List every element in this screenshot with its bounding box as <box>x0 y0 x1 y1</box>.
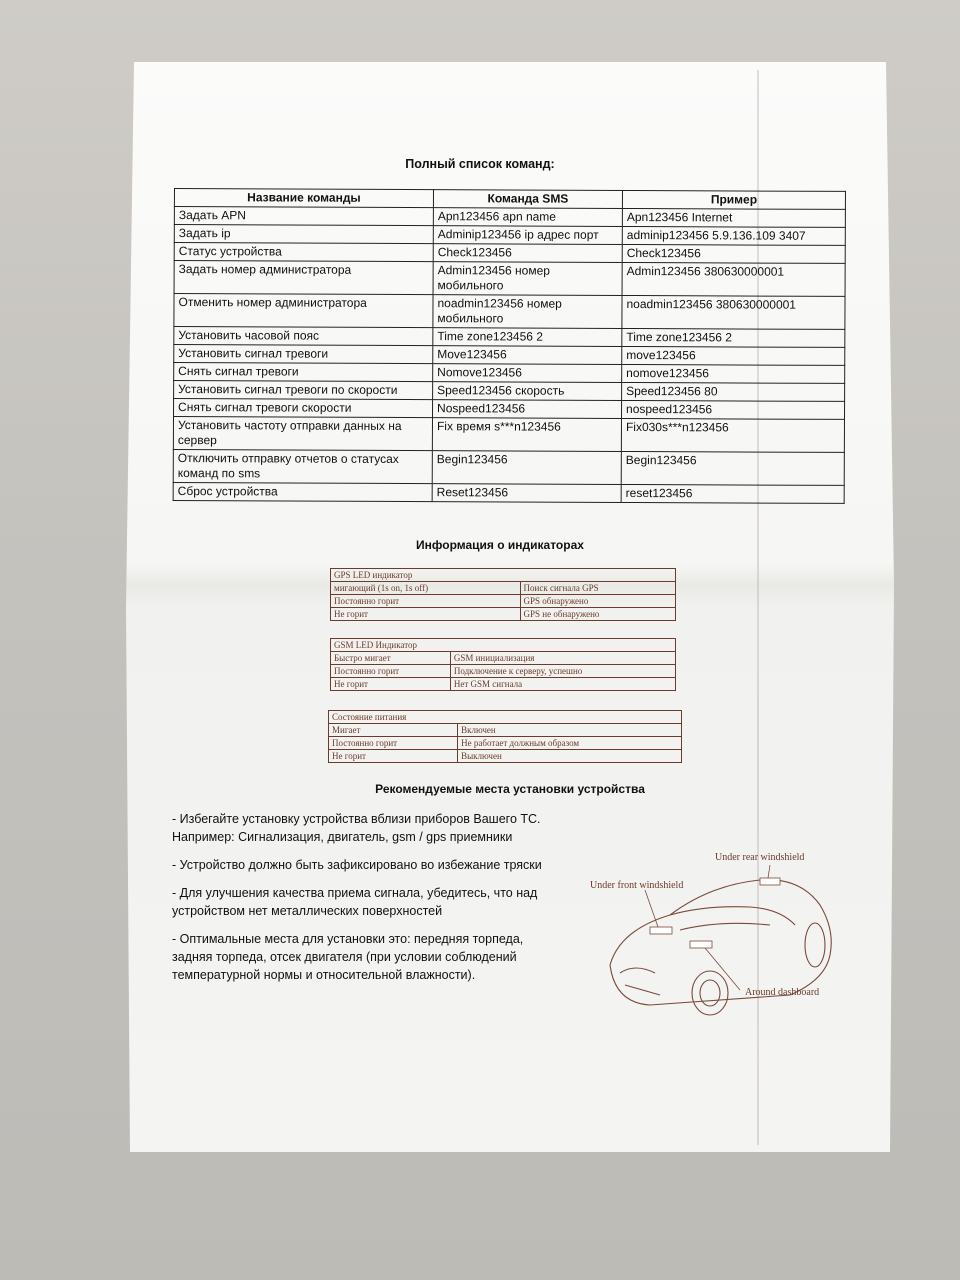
command-example-cell: Admin123456 380630000001 <box>622 262 845 296</box>
gps-led-header: GPS LED индикатор <box>331 569 676 582</box>
command-example-cell: Time zone123456 2 <box>622 328 845 347</box>
table-row <box>173 482 844 503</box>
led-meaning: Не работает должным образом <box>458 737 682 750</box>
command-sms-cell: Check123456 <box>433 244 622 263</box>
bullet-item: - Устройство должно быть зафиксировано во избежание тряски <box>172 858 542 872</box>
command-example-cell: reset123456 <box>621 484 844 503</box>
command-name-cell: Задать ip <box>174 225 433 244</box>
device-front-icon <box>650 927 672 934</box>
command-sms-cell: Move123456 <box>433 346 622 365</box>
led-meaning: Нет GSM сигнала <box>450 678 675 691</box>
command-example-cell: Apn123456 Internet <box>622 208 845 227</box>
command-sms-cell: Speed123456 скорость <box>433 382 622 401</box>
led-state: Постоянно горит <box>329 737 458 750</box>
command-name-cell: Снять сигнал тревоги скорости <box>174 399 433 418</box>
table-row <box>329 724 682 737</box>
command-example-cell: Speed123456 80 <box>622 382 845 401</box>
command-sms-cell: Fix время s***n123456 <box>432 418 621 452</box>
install-title: Рекомендуемые места установки устройства <box>375 782 645 796</box>
table-row <box>331 608 676 621</box>
command-sms-cell: Begin123456 <box>432 451 621 485</box>
command-example-cell: Check123456 <box>622 244 845 263</box>
command-sms-cell: Nospeed123456 <box>433 400 622 419</box>
document-title: Полный список команд: <box>405 157 555 171</box>
device-rear-icon <box>760 878 780 885</box>
device-dash-icon <box>690 941 712 948</box>
header-name: Название команды <box>174 189 433 208</box>
command-example-cell: Fix030s***n123456 <box>621 418 844 452</box>
command-sms-cell: Admin123456 номер мобильного <box>433 262 622 296</box>
bullet-item: - Для улучшения качества приема сигнала, убедитесь, что над устройством нет металлических поверхностей <box>172 886 538 918</box>
table-row <box>173 449 844 485</box>
led-meaning: GPS обнаружено <box>520 595 675 608</box>
command-example-cell: nospeed123456 <box>621 400 844 419</box>
header-sms: Команда SMS <box>433 190 622 209</box>
bullet-item: - Оптимальные места для установки это: передняя торпеда, задняя торпеда, отсек двигателя (при условии соблюдений температурной нормы и относительной влажности). <box>172 932 524 982</box>
command-example-cell: adminip123456 5.9.136.109 3407 <box>622 226 845 245</box>
command-name-cell: Сброс устройства <box>173 482 432 501</box>
command-sms-cell: Time zone123456 2 <box>433 328 622 347</box>
table-row <box>331 582 676 595</box>
table-row <box>173 417 844 453</box>
led-state: Постоянно горит <box>331 595 521 608</box>
label-dashboard: Around dashboard <box>745 987 820 998</box>
led-state: мигающий (1s on, 1s off) <box>331 582 521 595</box>
command-sms-cell: Adminip123456 ip адрес порт <box>433 226 622 245</box>
bullet-item: - Избегайте установку устройства вблизи приборов Вашего ТС. Например: Сигнализация, двигатель, gsm / gps приемники <box>172 812 541 844</box>
car-install-diagram <box>590 845 850 1035</box>
command-name-cell: Установить сигнал тревоги по скорости <box>174 381 433 400</box>
table-row <box>331 652 676 665</box>
led-meaning: Подключение к серверу, успешно <box>450 665 675 678</box>
label-front-windshield: Under front windshield <box>590 880 684 891</box>
table-row <box>329 750 682 763</box>
command-name-cell: Снять сигнал тревоги <box>174 363 433 382</box>
table-row <box>331 678 676 691</box>
table-row <box>331 595 676 608</box>
command-example-cell: noadmin123456 380630000001 <box>622 295 845 329</box>
led-state: Не горит <box>331 608 521 621</box>
led-meaning: GPS не обнаружено <box>520 608 675 621</box>
table-row <box>331 665 676 678</box>
led-state: Быстро мигает <box>331 652 451 665</box>
table-row <box>174 261 845 297</box>
led-meaning: Выключен <box>458 750 682 763</box>
command-sms-cell: Apn123456 apn name <box>433 208 622 227</box>
gsm-led-table <box>330 638 676 691</box>
command-name-cell: Установить сигнал тревоги <box>174 345 433 364</box>
command-example-cell: Begin123456 <box>621 451 844 485</box>
led-state: Не горит <box>331 678 451 691</box>
led-meaning: Поиск сигнала GPS <box>520 582 675 595</box>
led-meaning: GSM инициализация <box>450 652 675 665</box>
command-example-cell: nomove123456 <box>622 364 845 383</box>
table-row <box>329 737 682 750</box>
command-name-cell: Установить часовой пояс <box>174 327 433 346</box>
power-state-table <box>328 710 682 763</box>
command-sms-cell: Reset123456 <box>432 484 621 503</box>
led-meaning: Включен <box>458 724 682 737</box>
table-row <box>174 294 845 330</box>
indicators-title: Информация о индикаторах <box>416 538 584 552</box>
command-sms-cell: noadmin123456 номер мобильного <box>433 295 622 329</box>
command-example-cell: move123456 <box>622 346 845 365</box>
install-bullets <box>172 810 552 994</box>
gsm-led-header: GSM LED Индикатор <box>331 639 676 652</box>
gps-led-table <box>330 568 676 621</box>
header-example: Пример <box>622 190 845 209</box>
command-name-cell: Статус устройства <box>174 243 433 262</box>
command-name-cell: Установить частоту отправки данных на сервер <box>173 417 432 451</box>
led-state: Мигает <box>329 724 458 737</box>
command-name-cell: Задать номер администратора <box>174 261 433 295</box>
command-sms-cell: Nomove123456 <box>433 364 622 383</box>
led-state: Не горит <box>329 750 458 763</box>
power-state-header: Состояние питания <box>329 711 682 724</box>
led-state: Постоянно горит <box>331 665 451 678</box>
command-name-cell: Отключить отправку отчетов о статусах команд по sms <box>173 449 432 483</box>
command-name-cell: Задать APN <box>174 207 433 226</box>
label-rear-windshield: Under rear windshield <box>715 852 805 863</box>
command-name-cell: Отменить номер администратора <box>174 294 433 328</box>
commands-table <box>173 188 846 504</box>
